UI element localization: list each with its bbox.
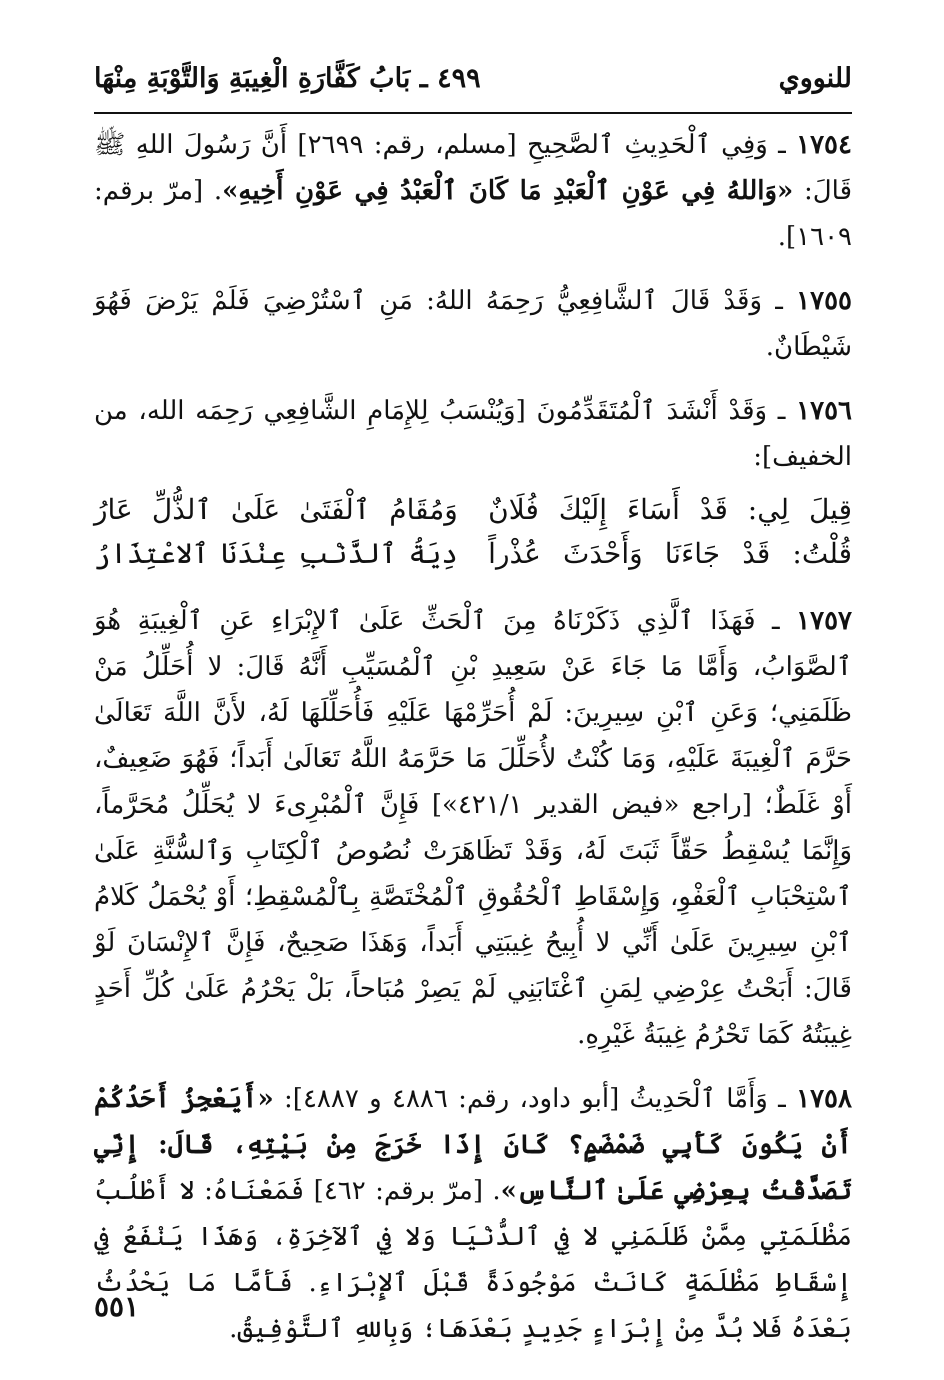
paragraph-1757 bbox=[94, 598, 852, 1058]
paragraph-text: ـ وَفِي ٱلْحَدِيثِ ٱلصَّحِيحِ [مسلم، رقم: ٢٦٩٩] أَنَّ رَسُولَ اللهِ ﷺ قَالَ: bbox=[94, 130, 852, 206]
header-divider bbox=[94, 112, 852, 114]
paragraph-text: ـ وَقَدْ أَنْشَدَ ٱلْمُتَقَدِّمُونَ [وَيُنْسَبُ لِلإِمَامِ الشَّافِعِي رَحِمَه الله، من الخفيف]: bbox=[94, 396, 852, 472]
paragraph-1755 bbox=[94, 278, 852, 370]
poem-verse bbox=[94, 488, 852, 532]
running-header bbox=[94, 52, 852, 104]
hadith-quote: «وَاللهُ فِي عَوْنِ ٱلْعَبْدِ مَا كَانَ ٱلْعَبْدُ فِي عَوْنِ أَخِيهِ» bbox=[222, 176, 794, 206]
verse-first-half: قُلْتُ: قَدْ جَاءَنَا وَأَحْدَثَ عُذْراً bbox=[488, 537, 852, 570]
paragraph-number: ١٧٥٨ bbox=[796, 1084, 852, 1114]
verse-second-half: دِيَةُ ٱلذَّنْبِ عِنْدَنَا ٱلاعْتِذَارُ bbox=[94, 537, 458, 570]
hadith-quote: «أَيَعْجِزُ أَحَدُكُمْ أَنْ يَكُونَ كَأَبِي ضَمْضَمٍ؟ كَانَ إِذَا خَرَجَ مِنْ بَيْتِهِ، قَالَ: إِنِّي تَصَدَّقْتُ بِعِرْضِي عَلَىٰ ٱلنَّاسِ» bbox=[94, 1084, 852, 1206]
paragraph-text: ـ وَقَدْ قَالَ ٱلشَّافِعِيُّ رَحِمَهُ اللهُ: مَنِ ٱسْتُرْضِيَ فَلَمْ يَرْضَ فَهُوَ شَيْطَانٌ. bbox=[94, 286, 852, 362]
paragraph-text: ـ وَأَمَّا ٱلْحَدِيثُ [أبو داود، رقم: ٤٨٨٦ و ٤٨٨٧]: bbox=[273, 1084, 797, 1114]
paragraph-1756 bbox=[94, 388, 852, 480]
paragraph-text: . [مرّ برقم: ٤٦٢] فَمَعْنَاهُ: لا أَطْلُبُ مَظْلَمَتِي مِمَّنْ ظَلَمَنِي لا فِي ٱلدُّنْيَا وَلا فِي ٱلآخِرَةِ، وَهَذَا يَنْفَعُ فِي إِسْقَاطِ مَظْلَمَةٍ كَانَتْ مَوْجُودَةً قَبْلَ ٱلإِبْرَاءِ. فَأَمَّا مَا يَحْدُثُ بَعْدَهُ فَلا بُدَّ مِنْ إِبْرَاءٍ جَدِيدٍ بَعْدَهَا؛ وَبِاللهِ ٱلتَّوْفِيقُ. bbox=[94, 1176, 852, 1344]
paragraph-text: ـ فَهَذَا ٱلَّذِي ذَكَرْنَاهُ مِنَ ٱلْحَثِّ عَلَىٰ ٱلإِبْرَاءِ عَنِ ٱلْغِيبَةِ هُوَ ٱلصَّوَابُ، وَأَمَّا مَا جَاءَ عَنْ سَعِيدِ بْنِ ٱلْمُسَيِّبِ أَنَّهُ قَالَ: لا أُحَلِّلُ مَنْ ظَلَمَنِي؛ وَعَنِ ٱبْنِ سِيرِينَ: لَمْ أُحَرِّمْهَا عَلَيْهِ فَأُحَلِّلَهَا لَهُ، لأَنَّ اللَّهَ تَعَالَىٰ حَرَّمَ ٱلْغِيبَةَ عَلَيْهِ، وَمَا كُنْتُ لأُحَلِّلَ مَا حَرَّمَهُ اللَّهُ تَعَالَىٰ أَبَداً؛ فَهُوَ ضَعِيفٌ، أَوْ غَلَطٌ؛ [راجع «فيض القدير ٤٢١/١»] فَإِنَّ ٱلْمُبْرِىءَ لا يُحَلِّلُ مُحَرَّماً، وَإِنَّمَا يُسْقِطُ حَقّاً ثَبَتَ لَهُ، وَقَدْ تَظَاهَرَتْ نُصُوصُ ٱلْكِتَابِ وَٱلسُّنَّةِ عَلَىٰ ٱسْتِحْبَابِ ٱلْعَفْوِ، وَإِسْقَاطِ ٱلْحُقُوقِ ٱلْمُخْتَصَّةِ بِٱلْمُسْقِطِ؛ أَوْ يُحْمَلُ كَلامُ ٱبْنِ سِيرِينَ عَلَىٰ أَنِّي لا أُبِيحُ غِيبَتِي أَبَداً، وَهَذَا صَحِيحٌ، فَإِنَّ ٱلإِنْسَانَ لَوْ قَالَ: أَبَحْتُ عِرْضِي لِمَنِ ٱغْتَابَنِي لَمْ يَصِرْ مُبَاحاً، بَلْ يَحْرُمُ عَلَىٰ كُلِّ أَحَدٍ غِيبَتُهُ كَمَا تَحْرُمُ غِيبَةُ غَيْرِهِ. bbox=[94, 606, 852, 1050]
page-number: ٥٥١ bbox=[94, 1290, 140, 1323]
paragraph-number: ١٧٥٦ bbox=[796, 396, 852, 426]
chapter-title: ٤٩٩ ـ بَابُ كَفَّارَةِ الْغِيبَةِ وَالتَّوْبَةِ مِنْهَا bbox=[94, 62, 481, 94]
paragraph-1754 bbox=[94, 122, 852, 260]
book-author: للنووي bbox=[778, 62, 852, 94]
page-body bbox=[94, 122, 852, 1370]
paragraph-number: ١٧٥٥ bbox=[796, 286, 852, 316]
verse-first-half: قِيلَ لِي: قَدْ أَسَاءَ إِلَيْكَ فُلَانٌ bbox=[488, 493, 852, 526]
poem-verse bbox=[94, 532, 852, 576]
paragraph-text: . [مرّ برقم: ١٦٠٩]. bbox=[94, 176, 852, 252]
paragraph-number: ١٧٥٤ bbox=[796, 130, 852, 160]
poem bbox=[94, 488, 852, 576]
verse-second-half: وَمُقَامُ ٱلْفَتَىٰ عَلَىٰ ٱلذُّلِّ عَارُ bbox=[94, 493, 458, 526]
paragraph-number: ١٧٥٧ bbox=[796, 606, 852, 636]
